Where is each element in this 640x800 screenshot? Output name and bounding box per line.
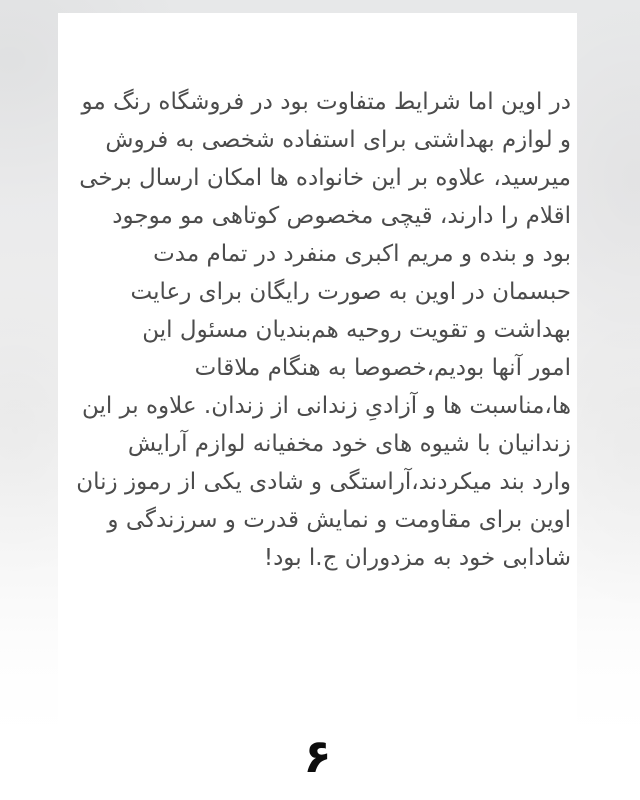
text-line: شادابی خود به مزدوران ج.ا بود! [263, 545, 571, 571]
text-line: میرسید، علاوه بر این خانواده ها امکان ارسال برخی [79, 165, 571, 191]
text-line: و لوازم بهداشتی برای استفاده شخصی به فروش [105, 127, 571, 153]
text-line: وارد بند میکردند،آراستگی و شادی یکی از رموز زنان [76, 469, 571, 495]
text-line: بود و بنده و مریم اکبری منفرد در تمام مدت [153, 241, 571, 267]
body-text [72, 83, 571, 577]
text-line: زندانیان با شیوه های خود مخفیانه لوازم آرایش [127, 431, 571, 457]
text-line: اقلام را دارند، قیچی مخصوص کوتاهی مو موجود [112, 203, 571, 229]
text-line: بهداشت و تقویت روحیه هم‌بندیان مسئول این [142, 317, 571, 343]
page-number: ۶ [303, 729, 332, 783]
text-line: ها،مناسبت ها و آزادیِ زندانی از زندان. علاوه بر این [81, 393, 571, 419]
text-line: حبسمان در اوین به صورت رایگان برای رعایت [130, 279, 571, 305]
document-page [58, 13, 577, 800]
text-line: امور آنها بودیم،خصوصا به هنگام ملاقات [194, 355, 571, 381]
text-line: اوین برای مقاومت و نمایش قدرت و سرزندگی و [107, 507, 571, 533]
text-line: در اوین اما شرایط متفاوت بود در فروشگاه رنگ مو [81, 89, 571, 115]
